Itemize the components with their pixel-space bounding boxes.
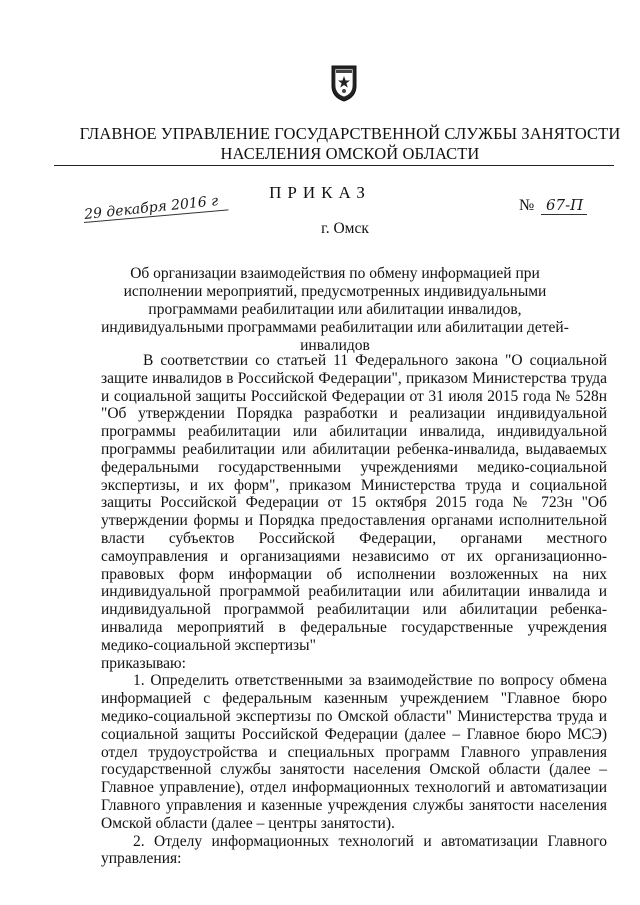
item-1-paragraph: 1. Определить ответственными за взаимодействие по вопросу обмена информацией с федеральным казенным учреждением "Главное бюро медико-социальной экспертизы по Омской области" Министерства труда и социальной защиты Российской Федерации (далее – Главное бюро МСЭ) отдел трудоустройства и специальных программ Главного управления государственной службы занятости населения Омской области (далее – Главное управление), отдел информационных технологий и автоматизации Главного управления и казенные учреждения службы занятости населения Омской области (далее – центры занятости). bbox=[101, 672, 607, 832]
city: г. Омск bbox=[321, 220, 369, 237]
header-divider bbox=[54, 165, 614, 166]
number-underline bbox=[541, 214, 587, 215]
organization-name-line2: НАСЕЛЕНИЯ ОМСКОЙ ОБЛАСТИ bbox=[220, 144, 480, 163]
document-type-title: ПРИКАЗ bbox=[269, 183, 371, 202]
organization-name-line1: ГЛАВНОЕ УПРАВЛЕНИЕ ГОСУДАРСТВЕННОЙ СЛУЖБЫ ЗАНЯТОСТИ bbox=[79, 124, 621, 143]
handwritten-order-number: 67-П bbox=[546, 196, 584, 214]
omsk-coat-of-arms-icon bbox=[329, 64, 359, 102]
handwritten-date: 29 декабря 2016 г bbox=[83, 193, 219, 223]
preamble-paragraph: В соответствии со статьей 11 Федерального закона "О социальной защите инвалидов в Российской Федерации", приказом Министерства труда и социальной защиты Российской Федерации от 31 июля 2015 года № 528н "Об утверждении Порядка разработки и реализации индивидуальной программы реабилитации или абилитации инвалида, индивидуальной программы реабилитации или абилитации ребенка-инвалида, выдаваемых федеральными государственными учреждениями медико-социальной экспертизы, и их форм", приказом Министерства труда и социальной защиты Российской Федерации от 15 октября 2015 года № 723н "Об утверждении формы и Порядка предоставления органами исполнительной власти субъектов Российской Федерации, органами местного самоуправления и организациями независимо от их организационно-правовых форм информации об исполнении возложенных на них индивидуальной программой реабилитации или абилитации инвалида и индивидуальной программой реабилитации или абилитации ребенка-инвалида мероприятий в федеральные государственные учреждения медико-социальной экспертизы" bbox=[101, 352, 607, 654]
item-2-paragraph: 2. Отделу информационных технологий и автоматизации Главного управления: bbox=[101, 832, 607, 868]
order-number-label: № bbox=[519, 197, 535, 214]
order-subject: Об организации взаимодействия по обмену информацией при исполнении мероприятий, предусмотренных индивидуальными программами реабилитации или абилитации инвалидов, индивидуальными программами реабилитации или абилитации детей-инвалидов bbox=[101, 265, 569, 354]
directive-word: приказываю: bbox=[101, 654, 186, 672]
order-body bbox=[101, 352, 607, 868]
